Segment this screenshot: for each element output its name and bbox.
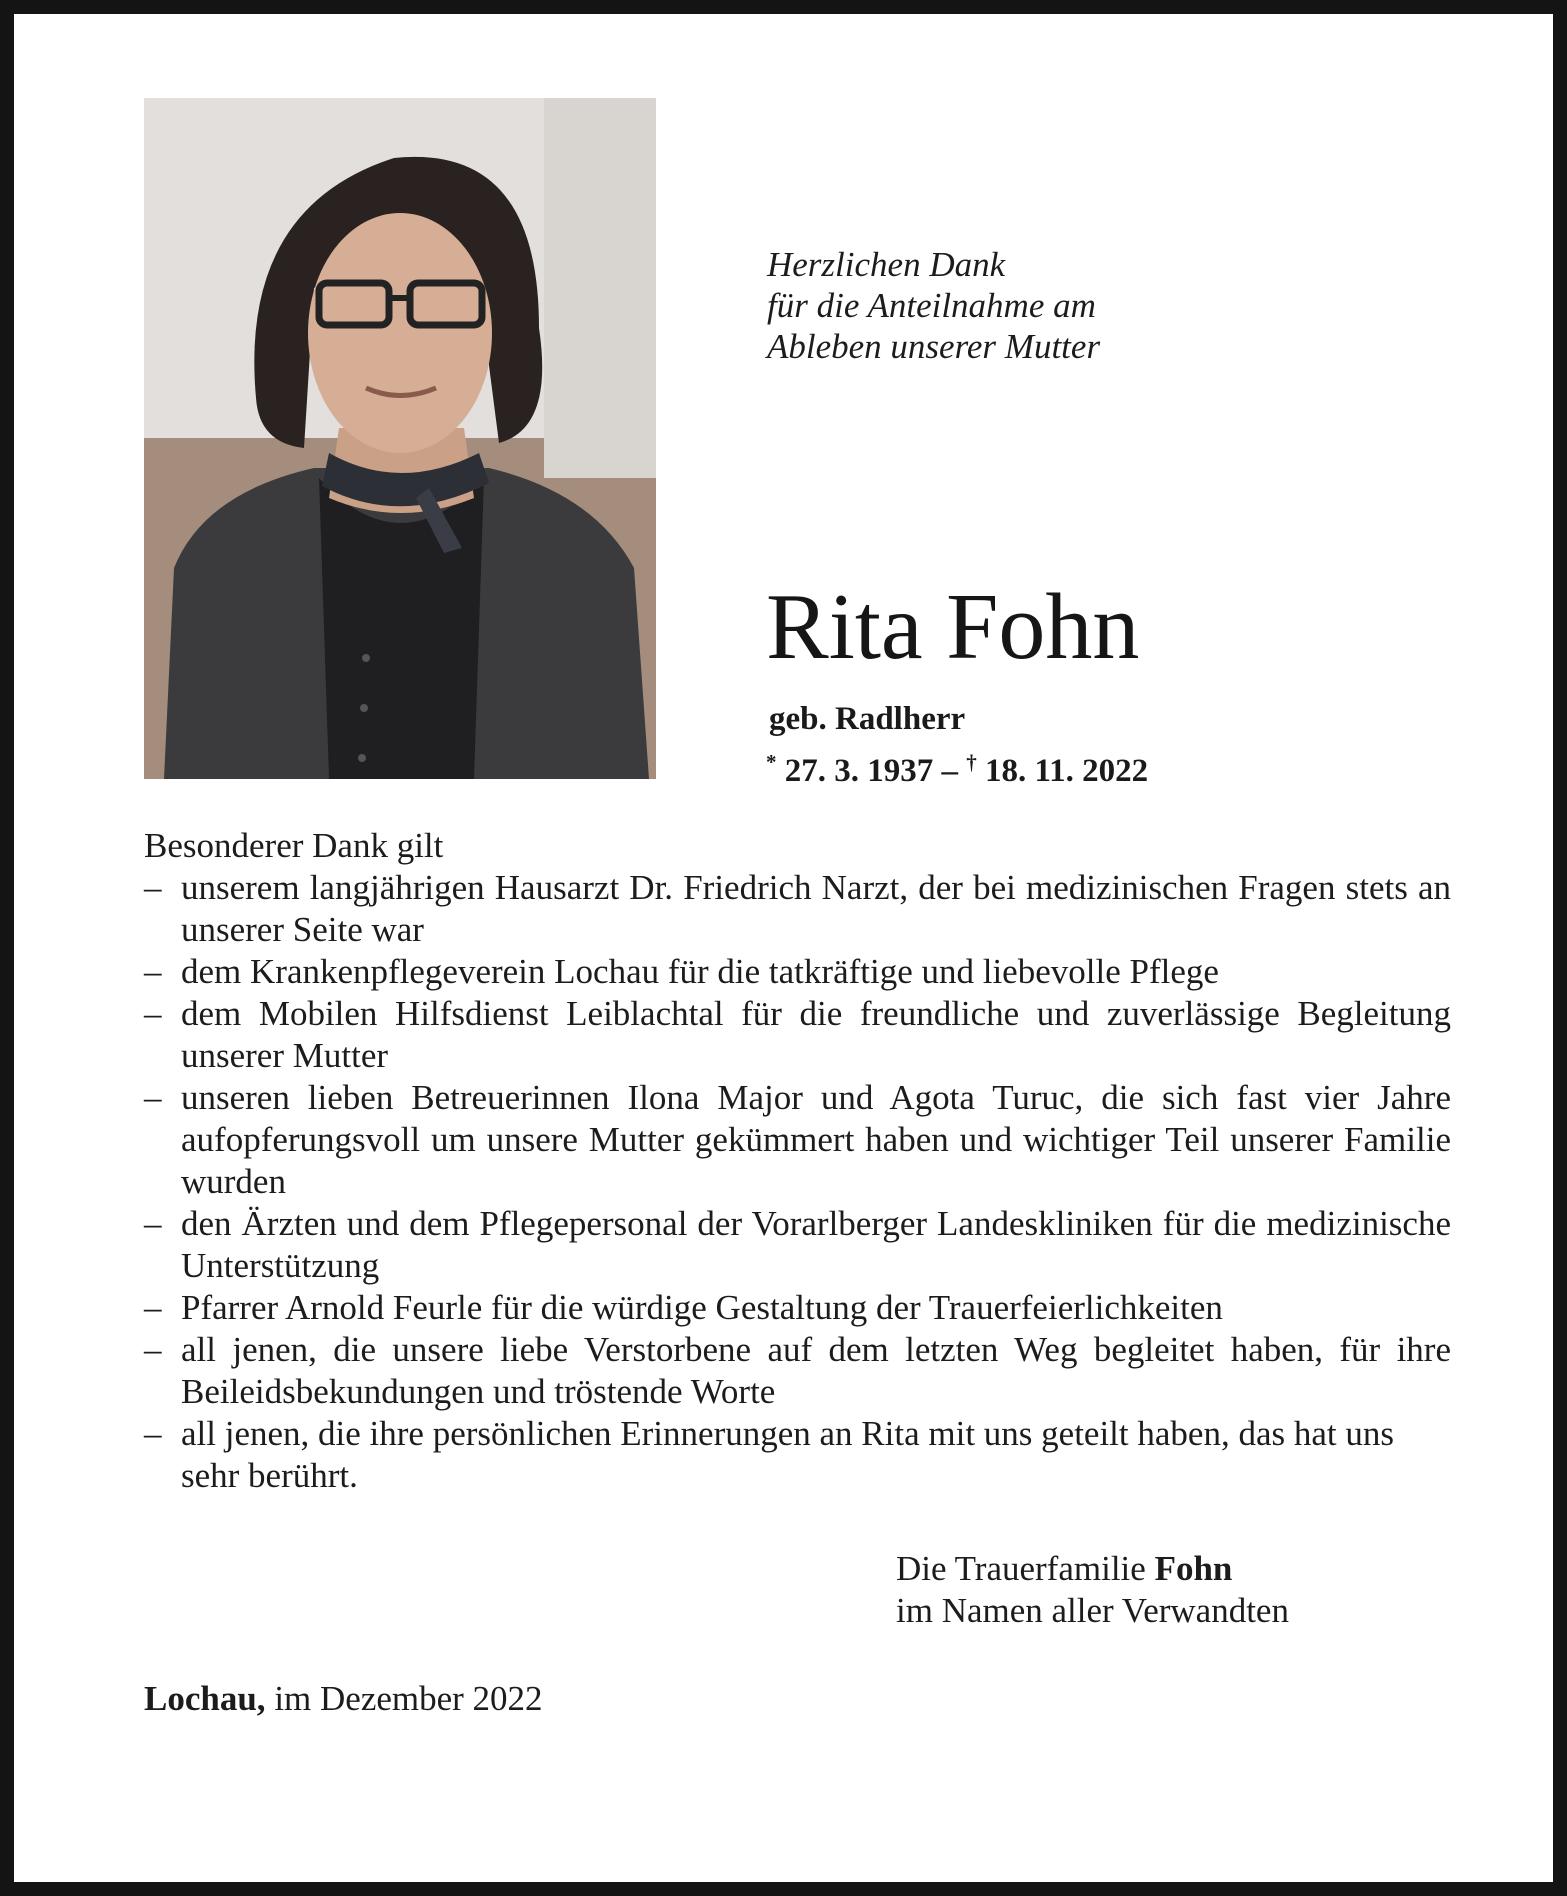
list-dash: – xyxy=(144,868,162,907)
thanks-list xyxy=(144,867,1451,1497)
list-item xyxy=(144,1203,1451,1287)
signature-prefix: Die Trauerfamilie xyxy=(896,1549,1155,1588)
list-dash: – xyxy=(144,994,162,1033)
list-item-text: unseren lieben Betreuerinnen Ilona Major und Agota Turuc, die sich fast vier Jahre aufopferungsvoll um unsere Mutter gekümmert haben und wichtiger Teil unserer Familie wurden xyxy=(181,1078,1451,1201)
list-item xyxy=(144,1077,1451,1203)
list-item-text: Pfarrer Arnold Feurle für die würdige Gestaltung der Trauerfeierlichkeiten xyxy=(181,1288,1223,1327)
portrait-illustration xyxy=(144,98,656,779)
birth-symbol: * xyxy=(766,750,777,774)
list-item-text: unserem langjährigen Hausarzt Dr. Friedrich Narzt, der bei medizinischen Fragen stets an unserer Seite war xyxy=(181,868,1451,949)
list-item xyxy=(144,951,1451,993)
list-item-text: dem Mobilen Hilfsdienst Leiblachtal für die freundliche und zuverlässige Begleitung unserer Mutter xyxy=(181,994,1451,1075)
intro-line: für die Anteilnahme am xyxy=(767,286,1096,325)
thanks-heading: Besonderer Dank gilt xyxy=(144,826,444,865)
signature xyxy=(896,1548,1289,1632)
deceased-name: Rita Fohn xyxy=(766,575,1140,679)
intro-line: Herzlichen Dank xyxy=(767,245,1006,284)
family-name: Fohn xyxy=(1154,1549,1233,1588)
list-item-text: all jenen, die unsere liebe Verstorbene auf dem letzten Weg begleitet haben, für ihre Beileidsbekundungen und tröstende Worte xyxy=(181,1330,1451,1411)
birth-date: 27. 3. 1937 xyxy=(784,753,934,789)
list-dash: – xyxy=(144,952,162,991)
list-item-text: den Ärzten und dem Pflegepersonal der Vorarlberger Landeskliniken für die medizinische Unterstützung xyxy=(181,1204,1451,1285)
list-item-text: dem Krankenpflegeverein Lochau für die tatkräftige und liebevolle Pflege xyxy=(181,952,1219,991)
thanks-intro xyxy=(767,244,1100,367)
death-symbol: † xyxy=(966,750,977,774)
list-item xyxy=(144,1287,1451,1329)
list-item xyxy=(144,1329,1451,1413)
list-dash: – xyxy=(144,1330,162,1369)
list-item xyxy=(144,1413,1451,1497)
place-date: im Dezember 2022 xyxy=(265,1679,543,1718)
signature-line-2: im Namen aller Verwandten xyxy=(896,1591,1289,1630)
list-item xyxy=(144,867,1451,951)
birth-name: geb. Radlherr xyxy=(769,701,966,737)
list-item-text: all jenen, die ihre persönlichen Erinnerungen an Rita mit uns geteilt haben, das hat uns sehr berührt. xyxy=(181,1414,1394,1495)
place-city: Lochau, xyxy=(144,1679,266,1718)
death-date: 18. 11. 2022 xyxy=(985,753,1149,789)
intro-line: Ableben unserer Mutter xyxy=(767,327,1101,366)
dates-separator: – xyxy=(933,753,967,789)
list-dash: – xyxy=(144,1078,162,1117)
list-dash: – xyxy=(144,1414,162,1453)
list-dash: – xyxy=(144,1204,162,1243)
place-and-date xyxy=(144,1678,543,1720)
signature-line-1 xyxy=(896,1548,1289,1590)
list-dash: – xyxy=(144,1288,162,1327)
list-item xyxy=(144,993,1451,1077)
life-dates xyxy=(766,740,1148,793)
portrait-photo xyxy=(144,98,656,779)
thanks-section xyxy=(144,825,1451,1497)
